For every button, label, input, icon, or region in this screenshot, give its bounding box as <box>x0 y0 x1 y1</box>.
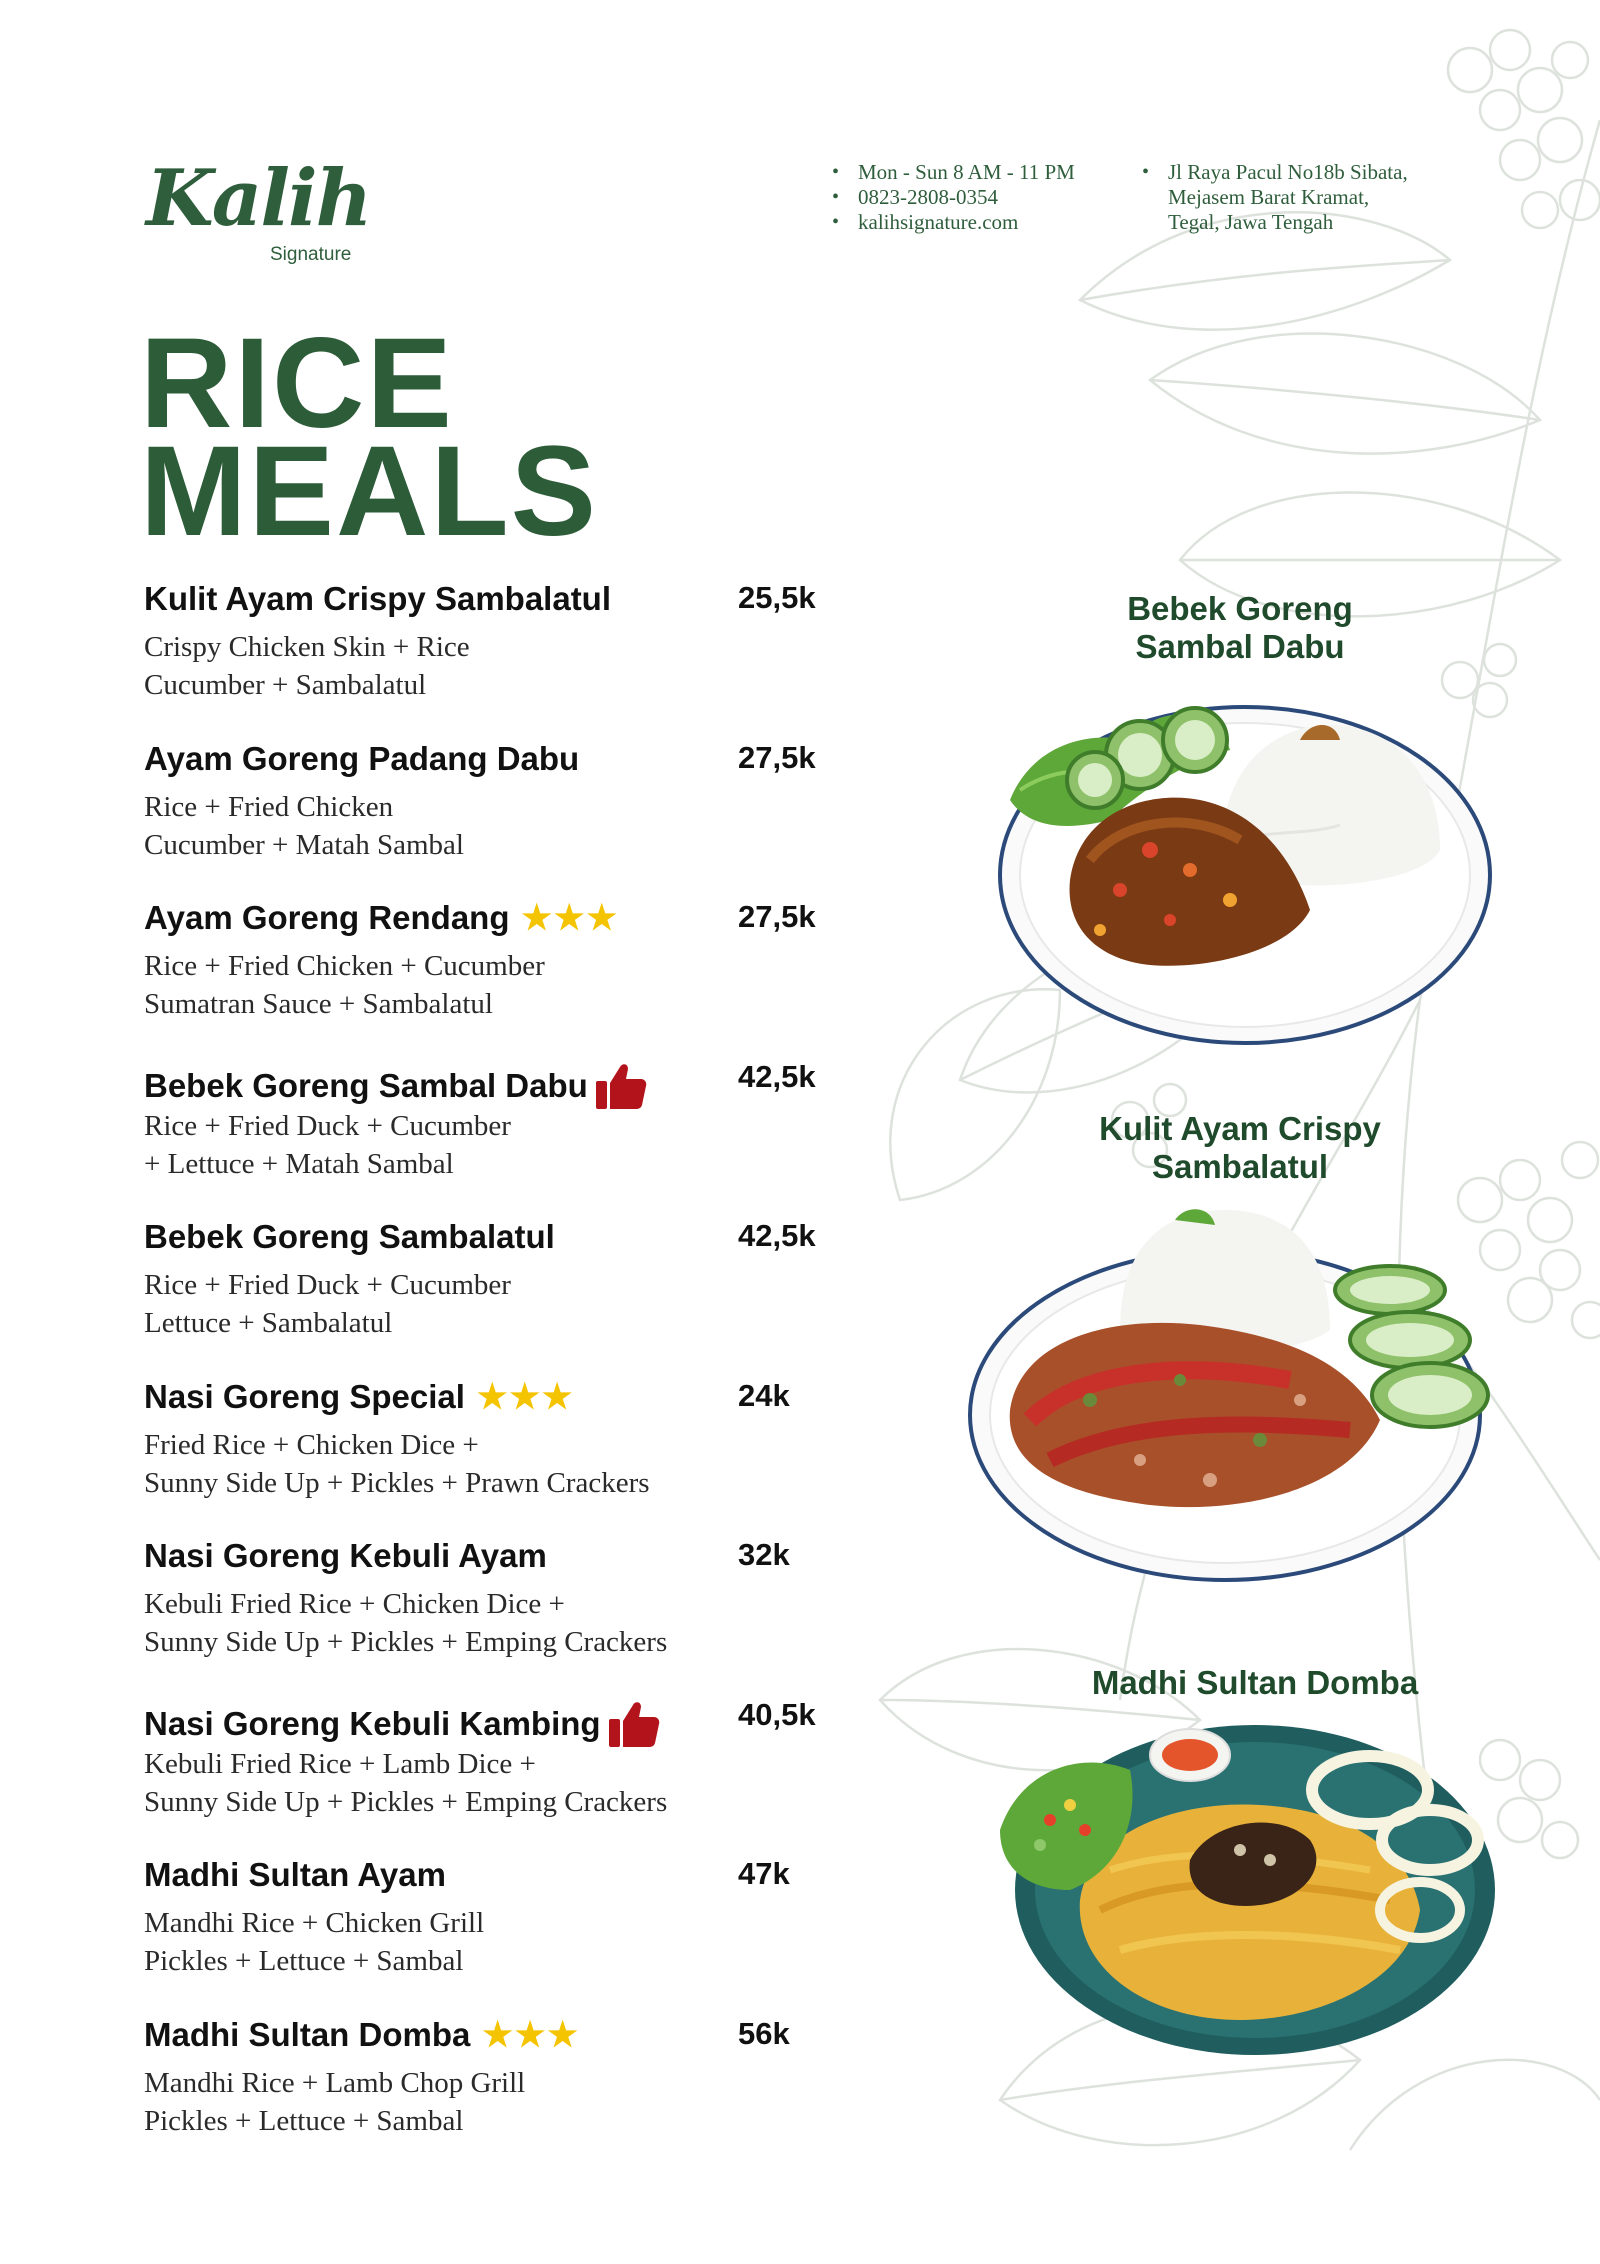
item-description: Kebuli Fried Rice + Chicken Dice + Sunny Side Up + Pickles + Emping Crackers <box>144 1588 668 1658</box>
item-name: Ayam Goreng Rendang ★ ★ ★ <box>144 899 617 937</box>
address-line-2: Mejasem Barat Kramat, <box>1168 185 1370 209</box>
item-price: 27,5k <box>738 899 816 934</box>
item-description: Kebuli Fried Rice + Lamb Dice + Sunny Side Up + Pickles + Emping Crackers <box>144 1747 668 1818</box>
phone-number: • 0823-2808-0354 <box>832 185 1132 210</box>
three-star-icon: ★ ★ ★ <box>521 899 617 937</box>
menu-item <box>144 740 844 900</box>
menu-item <box>144 580 844 740</box>
item-price: 56k <box>738 2015 790 2051</box>
address <box>1142 160 1472 235</box>
brand-logo <box>146 153 376 270</box>
page-title <box>140 312 598 563</box>
item-price: 47k <box>738 1856 790 1891</box>
menu-item <box>144 1856 844 2016</box>
item-description: Rice + Fried Duck + Cucumber + Lettuce + Matah Sambal <box>144 1109 511 1180</box>
item-description: Rice + Fried Chicken Cucumber + Matah Sambal <box>144 790 464 861</box>
menu-item <box>144 1378 844 1538</box>
opening-hours: • Mon - Sun 8 AM - 11 PM <box>832 160 1132 185</box>
menu-item <box>144 1697 844 1857</box>
thumbs-up-icon <box>607 1697 661 1751</box>
item-description: Crispy Chicken Skin + Rice Cucumber + Sambalatul <box>144 631 470 701</box>
menu-item <box>144 1218 844 1378</box>
item-description: Rice + Fried Duck + Cucumber Lettuce + Sambalatul <box>144 1269 511 1339</box>
menu-item <box>144 1537 844 1697</box>
item-name: Nasi Goreng Kebuli Kambing <box>144 1697 661 1751</box>
logo-subtitle: Signature <box>270 244 352 265</box>
logo-wordmark: Kalih <box>146 153 371 244</box>
thumbs-up-icon <box>594 1059 648 1113</box>
title-line-2: MEALS <box>140 420 598 563</box>
kulit-ayam-crispy-plate-image <box>960 1200 1520 1590</box>
item-description: Mandhi Rice + Chicken Grill Pickles + Lettuce + Sambal <box>144 1907 485 1977</box>
item-price: 32k <box>738 1537 790 1572</box>
website-link[interactable]: • kalihsignature.com <box>832 210 1132 235</box>
address-list <box>1142 160 1472 235</box>
title-line-1: RICE <box>140 312 454 455</box>
menu-item <box>144 2016 844 2176</box>
menu-item <box>144 1059 844 1219</box>
item-price: 24k <box>738 1377 790 1413</box>
item-price: 27,5k <box>738 739 816 775</box>
item-name: Ayam Goreng Padang Dabu <box>144 739 580 777</box>
item-price: 25,5k <box>738 580 816 615</box>
featured-dish-title: Bebek Goreng Sambal Dabu <box>1127 590 1353 665</box>
item-name: Kulit Ayam Crispy Sambalatul <box>144 580 612 617</box>
item-price: 42,5k <box>738 1218 816 1253</box>
menu-list <box>144 580 844 2175</box>
featured-dish-title: Madhi Sultan Domba <box>1091 1664 1419 1701</box>
address-line-1: • Jl Raya Pacul No18b Sibata, <box>1168 160 1408 184</box>
item-name: Nasi Goreng Kebuli Ayam <box>144 1537 547 1574</box>
address-line-3: Tegal, Jawa Tengah <box>1168 210 1334 234</box>
bebek-goreng-plate-image <box>990 680 1500 1050</box>
item-price: 42,5k <box>738 1058 816 1094</box>
item-description: Mandhi Rice + Lamb Chop Grill Pickles + Lettuce + Sambal <box>144 2066 526 2137</box>
item-name: Nasi Goreng Special ★ ★ ★ <box>144 1377 573 1416</box>
featured-dish-title: Kulit Ayam Crispy Sambalatul <box>1099 1110 1381 1185</box>
item-name: Bebek Goreng Sambal Dabu <box>144 1059 648 1113</box>
item-price: 40,5k <box>738 1696 816 1732</box>
madhi-sultan-domba-plate-image <box>990 1710 1500 2060</box>
item-name: Madhi Sultan Domba ★ ★ ★ <box>144 2015 578 2054</box>
item-name: Madhi Sultan Ayam <box>144 1856 446 1893</box>
item-description: Fried Rice + Chicken Dice + Sunny Side Up + Pickles + Prawn Crackers <box>144 1428 650 1499</box>
three-star-icon: ★ ★ ★ <box>476 1377 573 1416</box>
item-description: Rice + Fried Chicken + Cucumber Sumatran Sauce + Sambalatul <box>144 950 545 1020</box>
three-star-icon: ★ ★ ★ <box>482 2015 578 2054</box>
item-name: Bebek Goreng Sambalatul <box>144 1218 555 1255</box>
menu-item <box>144 899 844 1059</box>
contact-info-list <box>832 160 1132 235</box>
